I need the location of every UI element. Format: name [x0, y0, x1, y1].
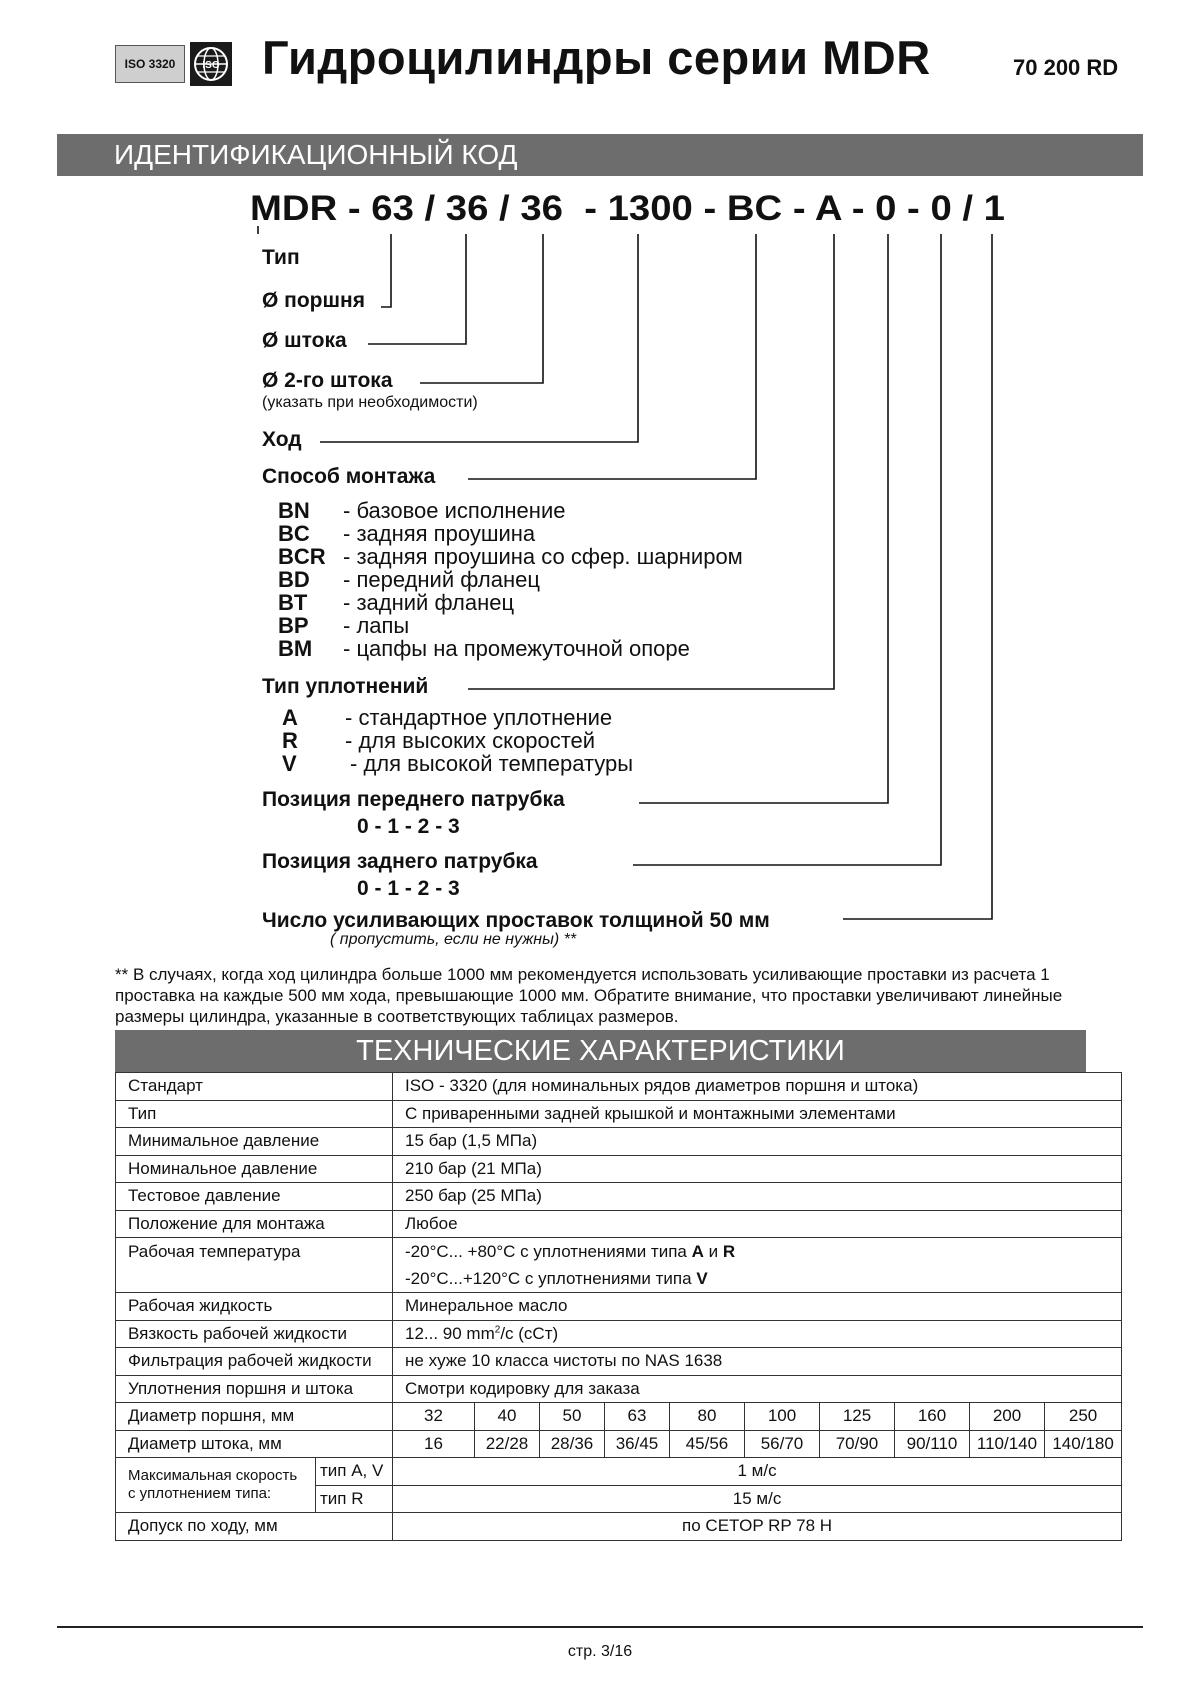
seal-desc: - стандартное уплотнение	[345, 705, 613, 730]
svg-text:ISO: ISO	[202, 60, 220, 71]
rod-diameter-cell: 22/28	[475, 1430, 540, 1458]
page-number: стр. 3/16	[567, 1643, 633, 1660]
rod-diameter-cell: 36/45	[605, 1430, 670, 1458]
seal-code: V	[282, 751, 297, 776]
page-title: Гидроцилиндры серии MDR	[262, 31, 931, 84]
spacers-footnote: ** В случаях, когда ход цилиндра больше 1000 мм рекомендуется использовать усиливающие проставки из расчета 1 проставка на каждые 500 мм хода, превышающие 1000 мм. Обратите внимание, что проставки увеличивают линейные размеры цилиндра, указанные в соответствующих таблицах размеров.	[115, 965, 1063, 1026]
row-label: Стандарт	[116, 1073, 393, 1101]
table-row	[116, 1320, 1122, 1348]
label-stroke: Ход	[262, 428, 302, 451]
piston-diameter-cell: 160	[895, 1403, 970, 1431]
rod-diameter-cell: 16	[393, 1430, 475, 1458]
row-value: Смотри кодировку для заказа	[393, 1375, 1122, 1403]
rod-diameter-cell: 70/90	[820, 1430, 895, 1458]
document-code: 70 200 RD	[1013, 55, 1119, 80]
label-rear-port: Позиция заднего патрубка	[262, 850, 538, 873]
piston-diameter-cell: 32	[393, 1403, 475, 1431]
mounting-code: BP	[278, 613, 309, 638]
row-label: Диаметр поршня, мм	[116, 1403, 393, 1431]
mounting-desc: - цапфы на промежуточной опоре	[343, 636, 690, 661]
temperature-line-2: -20°C...+120°C с уплотнениями типа V	[393, 1265, 1122, 1293]
table-row	[116, 1100, 1122, 1128]
row-label: Рабочая жидкость	[116, 1293, 393, 1321]
row-value: не хуже 10 класса чистоты по NAS 1638	[393, 1348, 1122, 1376]
table-row	[116, 1238, 1122, 1266]
speed-value-av: 1 м/с	[393, 1458, 1122, 1486]
mounting-code: BCR	[278, 544, 326, 569]
table-row	[116, 1403, 1122, 1431]
mounting-desc: - задний фланец	[343, 590, 515, 615]
table-row	[116, 1210, 1122, 1238]
table-row	[116, 1458, 1122, 1486]
second-rod-note: (указать при необходимости)	[262, 394, 478, 411]
row-value: 210 бар (21 МПа)	[393, 1155, 1122, 1183]
label-rod-diameter: Ø штока	[262, 329, 347, 352]
table-row	[116, 1073, 1122, 1101]
mounting-code: BM	[278, 636, 313, 661]
row-value: С приваренными задней крышкой и монтажными элементами	[393, 1100, 1122, 1128]
table-row	[116, 1513, 1122, 1541]
label-second-rod-diameter: Ø 2-го штока	[262, 369, 393, 392]
tech-specs-table	[115, 1072, 1122, 1541]
piston-diameter-cell: 250	[1045, 1403, 1122, 1431]
mounting-desc: - лапы	[343, 613, 410, 638]
mounting-desc: - задняя проушина	[343, 521, 536, 546]
rod-diameter-cell: 110/140	[970, 1430, 1045, 1458]
row-label: Вязкость рабочей жидкости	[116, 1320, 393, 1348]
row-label: Положение для монтажа	[116, 1210, 393, 1238]
mounting-code: BD	[278, 567, 310, 592]
piston-diameter-cell: 40	[475, 1403, 540, 1431]
table-row	[116, 1128, 1122, 1156]
mounting-code: BT	[278, 590, 308, 615]
svg-text:MDR - 63 / 36 / 36 - 1300 - B: MDR - 63 / 36 / 36 - 1300 - BC - A - 0 - 0 / 1	[250, 189, 1005, 228]
table-row	[116, 1375, 1122, 1403]
row-value: по CETOP RP 78 H	[393, 1513, 1122, 1541]
row-label: Уплотнения поршня и штока	[116, 1375, 393, 1403]
speed-label: Максимальная скорость с уплотнением типа:	[116, 1458, 316, 1513]
speed-type-r: тип R	[316, 1485, 393, 1513]
table-row	[116, 1155, 1122, 1183]
footer-divider	[57, 1626, 1143, 1628]
row-label: Рабочая температура	[116, 1238, 393, 1293]
piston-diameter-cell: 200	[970, 1403, 1045, 1431]
seal-desc: - для высокой температуры	[350, 751, 634, 776]
mounting-desc: - задняя проушина со сфер. шарниром	[343, 544, 743, 569]
mounting-code: BC	[278, 521, 310, 546]
rod-diameter-cell: 56/70	[745, 1430, 820, 1458]
row-label: Диаметр штока, мм	[116, 1430, 393, 1458]
row-label: Минимальное давление	[116, 1128, 393, 1156]
rod-diameter-cell: 140/180	[1045, 1430, 1122, 1458]
mounting-code: BN	[278, 498, 310, 523]
rear-port-values: 0 - 1 - 2 - 3	[357, 877, 460, 900]
row-label: Номинальное давление	[116, 1155, 393, 1183]
piston-diameter-cell: 80	[670, 1403, 745, 1431]
rod-diameter-cell: 90/110	[895, 1430, 970, 1458]
label-piston-diameter: Ø поршня	[262, 289, 365, 312]
row-value: 250 бар (25 МПа)	[393, 1183, 1122, 1211]
mounting-desc: - базовое исполнение	[343, 498, 566, 523]
row-label: Тестовое давление	[116, 1183, 393, 1211]
rod-diameter-cell: 28/36	[540, 1430, 605, 1458]
row-label: Допуск по ходу, мм	[116, 1513, 393, 1541]
speed-type-av: тип A, V	[316, 1458, 393, 1486]
row-value: Минеральное масло	[393, 1293, 1122, 1321]
label-type: Тип	[262, 246, 300, 269]
seal-code: R	[282, 728, 298, 753]
table-row	[116, 1293, 1122, 1321]
mounting-desc: - передний фланец	[343, 567, 540, 592]
row-value: 15 бар (1,5 МПа)	[393, 1128, 1122, 1156]
spacers-note: ( пропустить, если не нужны) **	[330, 931, 577, 948]
row-value: Любое	[393, 1210, 1122, 1238]
row-label: Фильтрация рабочей жидкости	[116, 1348, 393, 1376]
piston-diameter-cell: 50	[540, 1403, 605, 1431]
label-mounting: Способ монтажа	[262, 465, 436, 488]
piston-diameter-cell: 63	[605, 1403, 670, 1431]
rod-diameter-cell: 45/56	[670, 1430, 745, 1458]
row-value: 12... 90 $mm^2/c$ (cCт)	[393, 1320, 1122, 1348]
label-front-port: Позиция переднего патрубка	[262, 788, 565, 811]
seal-code: A	[282, 705, 298, 730]
table-row	[116, 1348, 1122, 1376]
temperature-line-1: -20°C... +80°C с уплотнениями типа A и R	[393, 1238, 1122, 1266]
piston-diameter-cell: 125	[820, 1403, 895, 1431]
piston-diameter-cell: 100	[745, 1403, 820, 1431]
tech-specs-heading: ТЕХНИЧЕСКИЕ ХАРАКТЕРИСТИКИ	[115, 1030, 1086, 1072]
label-spacers: Число усиливающих проставок толщиной 50 мм	[262, 909, 770, 932]
row-label: Тип	[116, 1100, 393, 1128]
id-code-heading: ИДЕНТИФИКАЦИОННЫЙ КОД	[57, 134, 1143, 176]
table-row	[116, 1430, 1122, 1458]
seal-desc: - для высоких скоростей	[345, 728, 596, 753]
iso-3320-badge: ISO 3320	[115, 45, 185, 83]
speed-value-r: 15 м/с	[393, 1485, 1122, 1513]
label-seal-type: Тип уплотнений	[262, 675, 429, 698]
row-value: ISO - 3320 (для номинальных рядов диаметров поршня и штока)	[393, 1073, 1122, 1101]
table-row	[116, 1183, 1122, 1211]
front-port-values: 0 - 1 - 2 - 3	[357, 815, 460, 838]
